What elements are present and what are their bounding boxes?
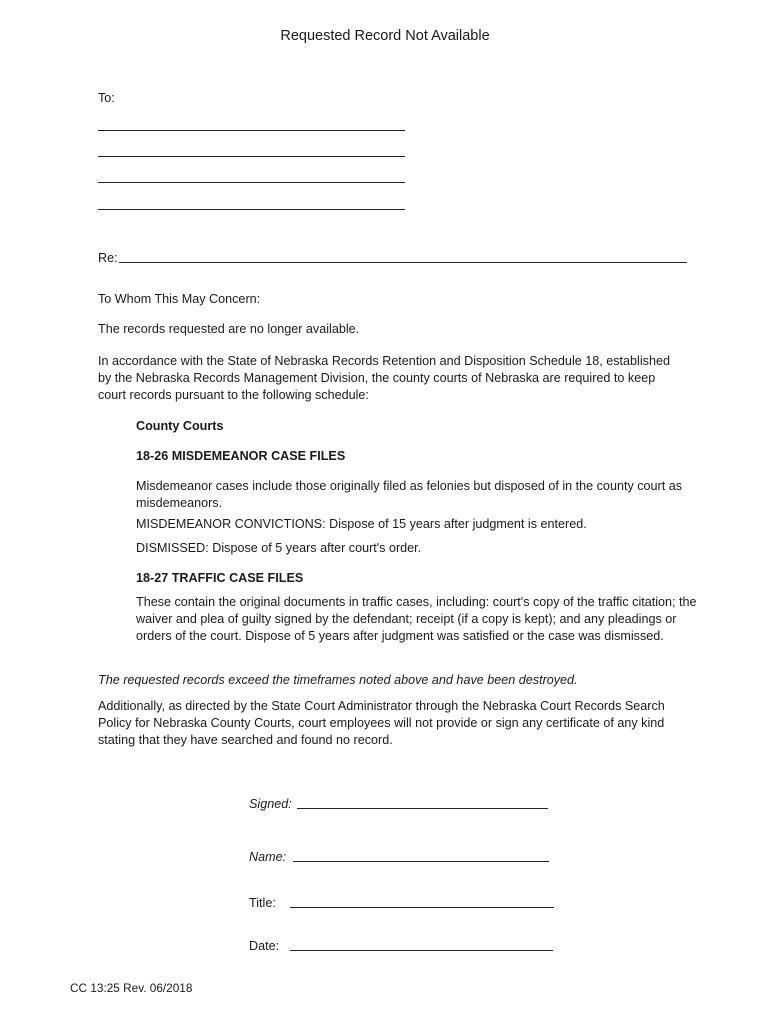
name-line[interactable]: [293, 861, 549, 862]
traffic-description: These contain the original documents in traffic cases, including: court's copy of the traffic citation; the waiver and plea of guilty signed by the defendant; receipt (if a copy is kept); and any pleadings or orders of the court. Dispose of 5 years after judgment was satisfied or the case was dismissed.: [136, 595, 697, 643]
dismissed-rule: DISMISSED: Dispose of 5 years after court's order.: [136, 541, 422, 555]
misdemeanor-heading: 18-26 MISDEMEANOR CASE FILES: [136, 449, 346, 463]
traffic-heading: 18-27 TRAFFIC CASE FILES: [136, 571, 304, 585]
destroyed-notice: The requested records exceed the timeframes noted above and have been destroyed.: [98, 673, 578, 687]
misdemeanor-convictions: MISDEMEANOR CONVICTIONS: Dispose of 15 years after judgment is entered.: [136, 517, 587, 531]
county-courts-heading: County Courts: [136, 419, 224, 433]
form-number: CC 13:25 Rev. 06/2018: [70, 981, 193, 995]
misdemeanor-description: Misdemeanor cases include those originally filed as felonies but disposed of in the county court as misdemeanors.: [136, 479, 683, 510]
re-label: Re:: [98, 251, 118, 265]
signed-label: Signed:: [249, 797, 292, 811]
title-label: Title:: [249, 896, 276, 910]
additional-paragraph: Additionally, as directed by the State Court Administrator through the Nebraska Court Records Search Policy for Nebraska County Courts, court employees will not provide or sign any certificate of any kind stating that they have searched and found no record.: [98, 699, 665, 747]
salutation: To Whom This May Concern:: [98, 292, 261, 306]
to-label: To:: [98, 91, 115, 105]
name-label: Name:: [249, 850, 287, 864]
page-title: Requested Record Not Available: [280, 28, 490, 44]
date-line[interactable]: [290, 950, 553, 951]
to-address-line-1[interactable]: [98, 130, 405, 131]
signed-line[interactable]: [297, 808, 548, 809]
title-line[interactable]: [290, 907, 554, 908]
date-label: Date:: [249, 939, 280, 953]
to-address-line-2[interactable]: [98, 156, 405, 157]
to-address-line-4[interactable]: [98, 209, 405, 210]
unavailable-paragraph: The records requested are no longer available.: [98, 322, 360, 336]
to-address-line-3[interactable]: [98, 182, 405, 183]
re-line[interactable]: [119, 262, 687, 263]
schedule-paragraph: In accordance with the State of Nebraska Records Retention and Disposition Schedule 18, established by the Nebraska Records Management Division, the county courts of Nebraska are required to keep court records pursuant to the following schedule:: [98, 354, 670, 402]
